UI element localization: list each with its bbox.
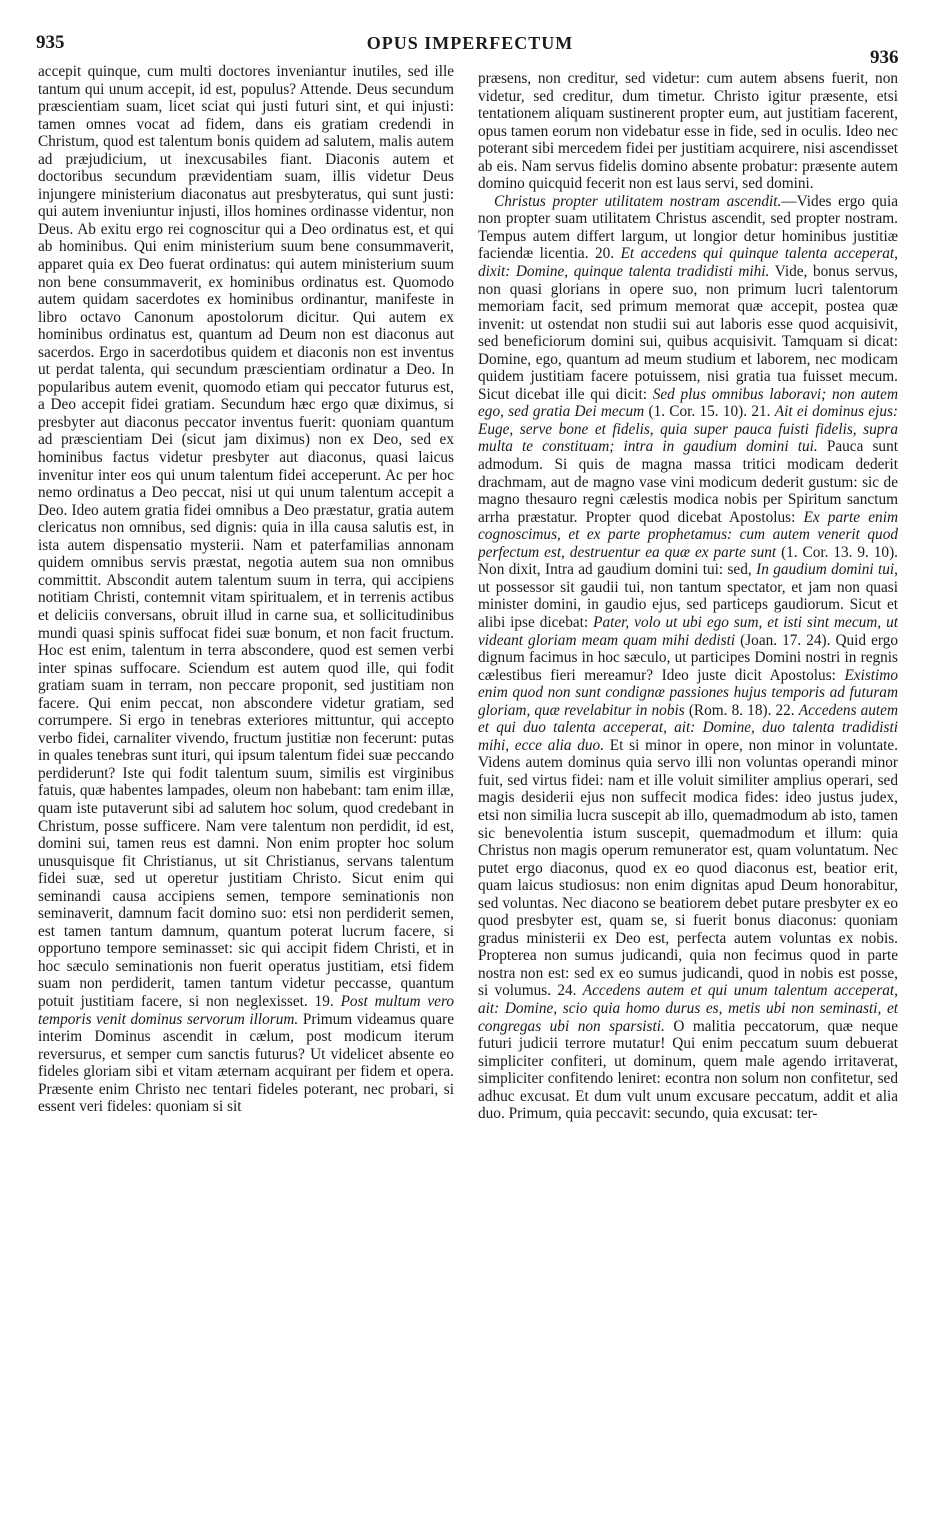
right-text-g: (Joan. 17. 24). Quid ergo dignum facimus in hoc sæculo, ut participes Domini nostri in regnis cælestibus fieri mereamur? Ideo juste dicit Apostolus: [478, 631, 898, 684]
right-paragraph-1: præsens, non creditur, sed videtur: cum autem absens fuerit, non videtur, sed creditur, dum timetur. Christo igitur præsente, etsi tentationem aliquam sustinerent propter eum, aut justitiam facerent, opus tamen eorum non videbatur esse in fide, sed in oculis. Ideo nec poterant sibi mercedem fidei per justitiam acquirere, nisi ascendisset ab eis. Nam servus fidelis domino absente probatur: præsente autem domino quicquid fecerit non est laus servi, sed domini. [478, 70, 898, 193]
running-title: OPUS IMPERFECTUM [366, 33, 574, 53]
scripture-quote-6: Pater, volo ut ubi ego sum, et isti sint mecum, ut videant gloriam meam quam mihi dedisti [478, 613, 898, 649]
left-column [38, 63, 454, 1533]
scripture-quote-9: Accedens autem et qui unum talentum acceperat, ait: Domine, scio quia homo durus es, metis ubi non seminasti, et congregas ubi non sparsisti. [478, 982, 898, 1035]
left-text-2: Primum videamus quare interim Dominus ascendit in cælum, post modicum iterum reversurus, et semper cum sanctis futurus? Ut videlicet absente eo fideles gloriam sibi et vitam æternam acquirant per fidem et opera. Præsente enim Christo nec tentari fideles poterant, nec probari, si essent veri fideles: quoniam si sit [38, 1010, 454, 1116]
right-text-j: O malitia peccatorum, quæ neque futuri judicii terrore mutatur! Qui enim peccatum suum debuerat simpliciter confiteri, ut dominum, quem male agendo irritaverat, simpliciter confitendo leniret: econtra non solum non confitetur, sed adhuc excusat. Et dum vult unum excusare peccatum, addit et alia duo. Primum, quia peccavit: secundo, quia excusat: ter- [478, 1017, 898, 1123]
section-heading: Christus propter utilitatem nostram ascendit. [494, 192, 782, 210]
scripture-quote-3: Ait ei dominus ejus: Euge, serve bone et fidelis, quia super pauca fuisti fidelis, supra multa te constituam; intra in gaudium domini tui. [478, 403, 898, 456]
page-number-right: 936 [870, 47, 899, 68]
right-text-e: (1. Cor. 13. 9. 10). Non dixit, Intra ad gaudium domini tui: sed, [478, 543, 898, 579]
page-number-left: 935 [36, 32, 65, 53]
scripture-quote-1: Et accedens qui quinque talenta acceperat, dixit: Domine, quinque talenta tradidisti mihi. [478, 245, 898, 281]
right-text-f: , ut possessor sit gaudii tui, non tantum spectator, et jam non quasi minister domini, in gaudio ejus, sed particeps gaudiorum. Sicut et alibi ipse dicebat: [478, 561, 898, 631]
left-text-1: accepit quinque, cum multi doctores inveniantur inutiles, sed ille tantum qui unum accepit, id est, populus? Attende. Deus secundum præscientiam suam, licet sciat qui justi futuri sint, et qui injusti: tamen omnes vocat ad fidem, dans eis gratiam credendi in Christum, quod est talentum bonis quidem ad salutem, malis autem ad præjudicium, ut inexcusabiles fiant. Diaconis autem et doctoribus secundum prævidentiam suam, illis videtur Deus injungere ministerium diaconatus aut presbyteratus, qui sunt justi: qui autem inveniuntur injusti, illos homines ordinasse videntur, non Deus. Ab exitu ergo rei cognoscitur qui a Deo ordinatus est, et qui ab hominibus. Qui enim ministerium suum bene consummaverit, apparet quia ex Deo fuerat ordinatus: qui autem ministerium suum non bene consummaverit, ex hominibus ordinatus est. Quomodo autem quidam sacerdotes ex hominibus ordinantur, manifeste in libro octavo Canonum apostolorum dicitur. Qui autem ex hominibus ordinatus est, quantum ad Deum non est diaconus aut sacerdos. Ergo in sacerdotibus quidem et diaconis non est inventus ut perdat talenta, qui secundum præscientiam ordinatur a Deo. In popularibus autem evenit, quomodo etiam qui peccator futurus est, a Deo accepit fidei gratiam. Secundum hæc ergo quæ diximus, si presbyter aut diaconus peccator inventus fuerit: quoniam quantum ad præscientiam Dei (sicut jam diximus) non ex Deo, sed ex hominibus factus videtur presbyter aut diaconus, quasi laicus invenitur inter eos qui unum talentum fidei acceperunt. Ac per hoc nemo ordinatus a Deo peccat, nisi ut qui unum talentum accepit a Deo. Ideo autem gratia fidei omnibus a Deo præstatur, gratia autem clericatus non omnibus, sed dignis: quia in illa causa salutis est, in ista autem dispensatio mysterii. Nam et paterfamilias annonam quidem omnibus servis præstat, negotia autem sua non omnibus committit. Abscondit autem talentum suum in terra, qui accipiens notitiam Christi, contemnit vitam spiritualem, et in terrenis actibus et deliciis conversans, obruit illud in carne sua, et sollicitudinibus mundi quasi spinis suffocat fidei suæ bonum, et non facit fructum. Hoc est enim, talentum in terra abscondere, quod est semen verbi inter spinas suffocare. Sciendum est autem quod ille, qui fodit gratiam suam in terram, non peccare proponit, sed justitiam non facere. Qui enim peccat, non abscondere videtur gratiam, sed corrumpere. Si ergo in tenebras exteriores mittuntur, qui accepto verbo fidei, carnaliter vivendo, fructum justitiæ non fecerunt: putas in quales tenebras sunt ituri, qui ipsum talentum fidei suæ peccando perdiderunt? Iste qui fodit talentum suum, similis est virginibus fatuis, quæ habentes lampades, oleum non habebant: tam enim illæ, quam iste putaverunt sibi ad salutem hoc solum, quod credebant in Christum, posse sufficere. Nam vere talentum non perdidit, id est, domini sui, tamen reus est damni. Non enim propter hoc solum unusquisque fit Christianus, ut sit Christianus, servans talentum fidei suæ, sed ut operetur justitiam Christo. Sicut enim qui seminandi causa accipiens semen, tempore seminationis non seminaverit, damnum facit domino suo: etsi non perdiderit semen, est tamen tantum damnum, quantum poterat lucrum facere, si opportuno tempore seminasset: sic qui accipit fidem Christi, et in hoc sæculo seminationis non fuerit operatus justitiam, etsi fidem suam non perdiderit, tamen tantum videtur peccasse, quantum potuit justitiam facere, si non neglexisset. 19. [38, 63, 454, 1010]
scripture-quote-4: Ex parte enim cognoscimus, et ex parte prophetamus: cum autem venerit quod perfectum est, destruentur ea quæ ex parte sunt [478, 508, 898, 561]
scripture-quote-5: In gaudium domini tui [756, 561, 895, 579]
right-text-c: (1. Cor. 15. 10). 21. [648, 403, 771, 421]
right-text-d: Pauca sunt admodum. Si quis de magna massa tritici modicam dederit drachmam, aut de magno vase vini modicum dederit gustum: sic de magno thesauro regni cælestis modica nobis per Spiritum sanctum arrha præstatur. Propter quod dicebat Apostolus: [478, 438, 898, 526]
right-text-a: —Vides ergo quia non propter suam utilitatem Christus ascendit, sed propter nostram. Tempus autem differt largum, ut longior detur hominibus justitiæ faciendæ licentia. 20. [478, 192, 898, 263]
left-scripture-quote: Post multum vero temporis venit dominus servorum illorum. [38, 992, 454, 1028]
left-paragraph [38, 63, 454, 1116]
right-text-i: Et si minor in opere, non minor in voluntate. Videns autem dominus quia servo illi non voluntas operandi minor fuit, sed virtus fidei: nam et ille voluit similiter amplius operari, sed magis desiderii ejus non suffecit modica fides: ideo justus judex, etsi non similia lucra suscepit ab illo, quemadmodum ab isto, tamen sic benevolentia istum suscepit, quemadmodum et illum: quia Christus non magis operum remunerator est, quam voluntatum. Nec putet ergo diaconus, quod ex eo quod diaconus est, beatior erit, quam laicus studiosus: non enim dignitas apud Deum honorabitur, sed voluntas. Nec diacono se beatiorem debet putare presbyter ex eo quod presbyter est, quam se, si fuerit bonus diaconus: quoniam gradus ministerii ex Deo est, perfecta autem voluntas ex nobis. Propterea non sumus judicandi, quia non fecimus quod in parte nostra non est: sed ex eo sumus judicandi, quod in nobis est posse, si volumus. 24. [478, 736, 898, 1000]
scripture-quote-7: Existimo enim quod non sunt condignæ passiones hujus temporis ad futuram gloriam, quæ revelabitur in nobis [478, 666, 898, 719]
scripture-quote-8: Accedens autem et qui duo talenta acceperat, ait: Domine, duo talenta tradidisti mihi, ecce alia duo. [478, 701, 898, 754]
right-text-b: Vide, bonus servus, non quasi glorians in opere suo, non primum lucri talentorum memoriam facit, sed primum memorat quæ accepit, postea quæ invenit: ut ostendat non studii sui aut laboris esse quod acquisivit, sed beneficiorum domini sui, quibus acquisivit. Tamquam si dicat: Domine, ego, quantum ad meum studium et laborem, nec modicam quidem justitiam facere potuissem, nisi gratia tua fuisset mecum. Sicut dicebat ille qui dicit: [478, 263, 898, 403]
right-paragraph-2 [478, 193, 898, 1123]
scripture-quote-2: Sed plus omnibus laboravi; non autem ego, sed gratia Dei mecum [478, 385, 898, 421]
right-column [478, 70, 898, 1540]
right-text-h: (Rom. 8. 18). 22. [688, 701, 795, 719]
